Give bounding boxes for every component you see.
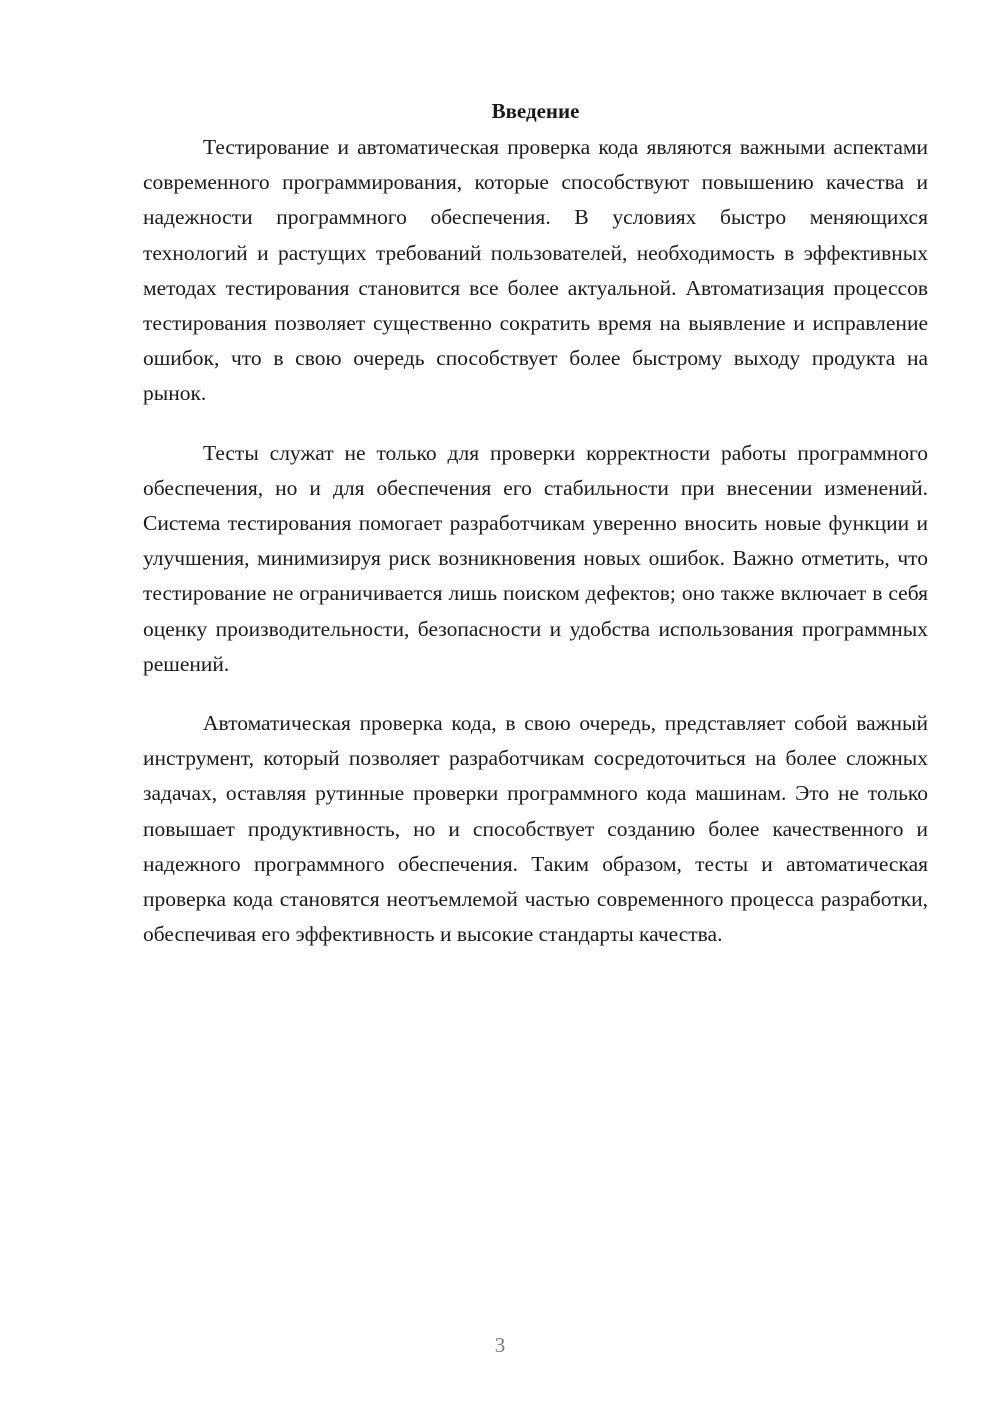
page-number: 3: [494, 1333, 506, 1357]
paragraph-1: Тестирование и автоматическая проверка кода являются важными аспектами современного программирования, которые способствуют повышению качества и надежности программного обеспечения. В условиях быстро меняющихся технологий и растущих требований пользователей, необходимость в эффективных методах тестирования становится все более актуальной. Автоматизация процессов тестирования позволяет существенно сократить время на выявление и исправление ошибок, что в свою очередь способствует более быстрому выходу продукта на рынок.: [143, 135, 928, 406]
page-content: [143, 94, 928, 952]
paragraph-2: Тесты служат не только для проверки корректности работы программного обеспечения, но и для обеспечения его стабильности при внесении изменений. Система тестирования помогает разработчикам уверенно вносить новые функции и улучшения, минимизируя риск возникновения новых ошибок. Важно отметить, что тестирование не ограничивается лишь поиском дефектов; оно также включает в себя оценку производительности, безопасности и удобства использования программных решений.: [143, 440, 928, 676]
paragraph-3: Автоматическая проверка кода, в свою очередь, представляет собой важный инструмент, который позволяет разработчикам сосредоточиться на более сложных задачах, оставляя рутинные проверки программного кода машинам. Это не только повышает продуктивность, но и способствует созданию более качественного и надежного программного обеспечения. Таким образом, тесты и автоматическая проверка кода становятся неотъемлемой частью современного процесса разработки, обеспечивая его эффективность и высокие стандарты качества.: [143, 711, 928, 947]
section-heading: Введение: [491, 99, 580, 123]
